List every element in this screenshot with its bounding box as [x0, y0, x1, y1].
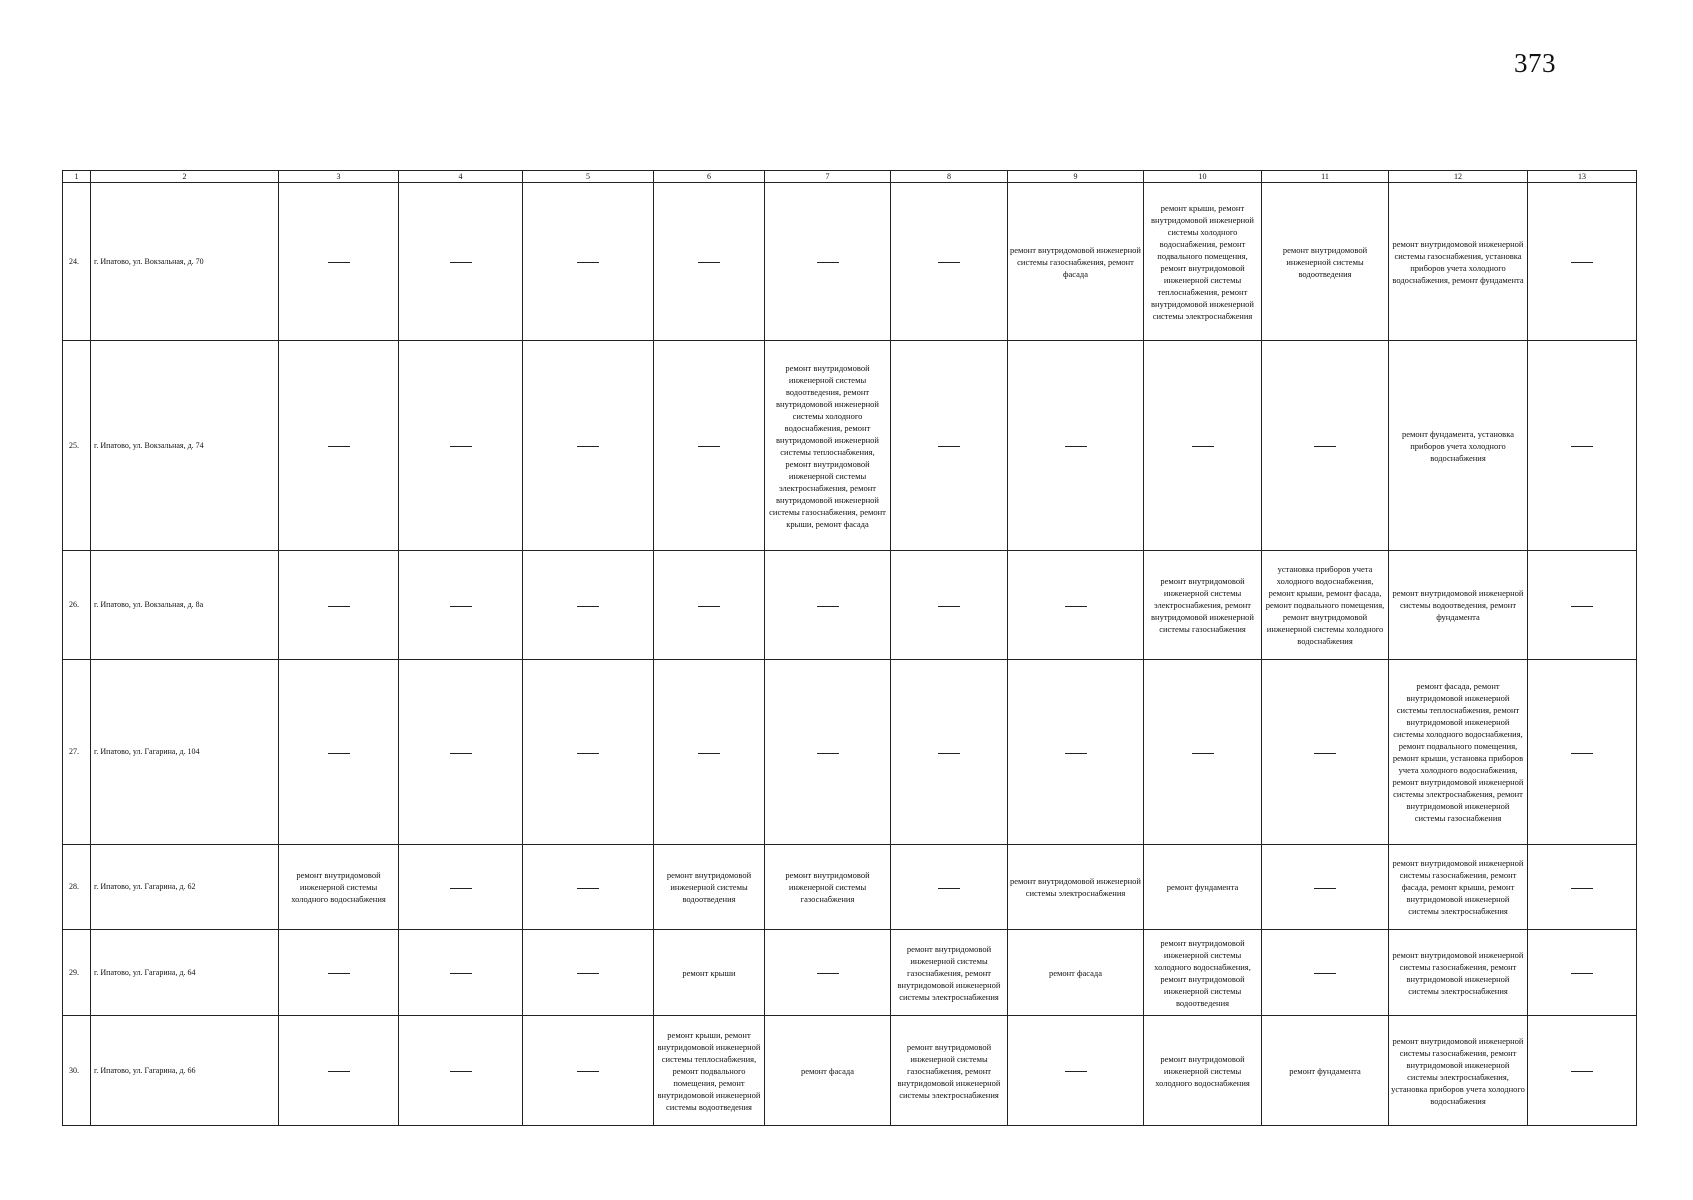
work-cell — [1262, 183, 1389, 341]
work-cell — [765, 1016, 891, 1126]
work-cell — [1389, 660, 1528, 845]
work-cell — [1528, 341, 1637, 551]
work-cell — [654, 551, 765, 660]
dash-mark — [1571, 973, 1593, 974]
dash-mark — [817, 753, 839, 754]
work-list-text: ремонт внутридомовой инженерной системы газоснабжения, установка приборов учета холодного водоснабжения, ремонт фундамента — [1392, 238, 1524, 285]
dash-mark — [938, 262, 960, 263]
dash-mark — [817, 973, 839, 974]
work-cell — [523, 845, 654, 930]
work-list-text: ремонт внутридомовой инженерной системы газоснабжения, ремонт внутридомовой инженерной системы электроснабжения — [897, 1041, 1001, 1100]
dash-mark — [577, 606, 599, 607]
work-cell — [1008, 930, 1144, 1016]
work-cell — [1008, 341, 1144, 551]
column-number-row — [63, 171, 1637, 183]
dash-mark — [698, 262, 720, 263]
column-header: 2 — [91, 171, 279, 183]
work-cell — [1389, 845, 1528, 930]
dash-mark — [1065, 446, 1087, 447]
column-header: 8 — [891, 171, 1008, 183]
table-row — [63, 845, 1637, 930]
work-cell — [399, 551, 523, 660]
row-number-cell: 28. — [63, 845, 91, 930]
column-header: 13 — [1528, 171, 1637, 183]
work-cell — [399, 660, 523, 845]
table-row — [63, 660, 1637, 845]
dash-mark — [817, 262, 839, 263]
dash-mark — [450, 973, 472, 974]
work-list-text: ремонт фасада, ремонт внутридомовой инженерной системы теплоснабжения, ремонт внутридомовой инженерной системы холодного водоснабжения, ремонт подвального помещения, ремонт крыши, установка приборов учета холодного водоснабжения, ремонт внутридомовой инженерной системы электроснабжения, ремонт внутридомовой инженерной системы газоснабжения — [1392, 681, 1524, 823]
work-list-text: ремонт фундамента — [1166, 882, 1239, 892]
repair-schedule-table — [62, 170, 1637, 1126]
work-cell — [1262, 551, 1389, 660]
work-cell — [1389, 1016, 1528, 1126]
repair-schedule-table-wrapper — [62, 170, 1636, 1126]
work-cell — [891, 930, 1008, 1016]
column-header: 7 — [765, 171, 891, 183]
dash-mark — [450, 446, 472, 447]
column-header: 9 — [1008, 171, 1144, 183]
work-cell — [1262, 660, 1389, 845]
work-cell — [891, 183, 1008, 341]
work-list-text: ремонт внутридомовой инженерной системы холодного водоснабжения — [1155, 1053, 1250, 1088]
dash-mark — [938, 753, 960, 754]
dash-mark — [328, 973, 350, 974]
work-cell — [1144, 845, 1262, 930]
dash-mark — [817, 606, 839, 607]
row-number-cell: 26. — [63, 551, 91, 660]
work-list-text: ремонт внутридомовой инженерной системы газоснабжения, ремонт внутридомовой инженерной системы электроснабжения — [1392, 949, 1524, 996]
table-row — [63, 930, 1637, 1016]
dash-mark — [450, 753, 472, 754]
column-header: 6 — [654, 171, 765, 183]
work-list-text: ремонт внутридомовой инженерной системы водоотведения, ремонт внутридомовой инженерной системы холодного водоснабжения, ремонт внутридомовой инженерной системы теплоснабжения, ремонт внутридомовой инженерной системы электроснабжения, ремонт внутридомовой инженерной системы газоснабжения, ремонт крыши, ремонт фасада — [769, 362, 886, 529]
work-list-text: установка приборов учета холодного водоснабжения, ремонт крыши, ремонт фасада, ремонт подвального помещения, ремонт внутридомовой инженерной системы холодного водоснабжения — [1265, 564, 1385, 646]
dash-mark — [1192, 446, 1214, 447]
work-list-text: ремонт внутридомовой инженерной системы газоснабжения, ремонт фасада — [1010, 244, 1141, 279]
work-cell — [1262, 1016, 1389, 1126]
dash-mark — [938, 888, 960, 889]
work-cell — [399, 845, 523, 930]
work-cell — [1389, 930, 1528, 1016]
dash-mark — [328, 446, 350, 447]
table-body — [63, 183, 1637, 1126]
work-cell — [523, 551, 654, 660]
column-header: 11 — [1262, 171, 1389, 183]
dash-mark — [328, 606, 350, 607]
dash-mark — [328, 1071, 350, 1072]
work-cell — [765, 341, 891, 551]
work-list-text: ремонт внутридомовой инженерной системы газоснабжения, ремонт внутридомовой инженерной системы электроснабжения, установка приборов учета холодного водоснабжения — [1391, 1035, 1525, 1106]
address-cell: г. Ипатово, ул. Вокзальная, д. 8а — [91, 551, 279, 660]
work-cell — [1144, 551, 1262, 660]
work-cell — [1144, 183, 1262, 341]
work-list-text: ремонт внутридомовой инженерной системы холодного водоснабжения — [291, 870, 386, 904]
work-cell — [1144, 341, 1262, 551]
work-cell — [399, 1016, 523, 1126]
dash-mark — [1571, 753, 1593, 754]
work-list-text: ремонт фундамента — [1289, 1065, 1361, 1076]
work-list-text: ремонт фасада — [800, 1065, 855, 1076]
dash-mark — [698, 753, 720, 754]
work-cell — [765, 845, 891, 930]
dash-mark — [1571, 446, 1593, 447]
dash-mark — [1065, 606, 1087, 607]
dash-mark — [1314, 973, 1336, 974]
dash-mark — [1065, 753, 1087, 754]
dash-mark — [577, 446, 599, 447]
work-list-text: ремонт внутридомовой инженерной системы электроснабжения — [1010, 876, 1141, 898]
table-row — [63, 341, 1637, 551]
work-cell — [1389, 183, 1528, 341]
dash-mark — [1065, 1071, 1087, 1072]
column-header: 10 — [1144, 171, 1262, 183]
address-cell: г. Ипатово, ул. Вокзальная, д. 70 — [91, 183, 279, 341]
work-cell — [1262, 930, 1389, 1016]
work-cell — [891, 1016, 1008, 1126]
dash-mark — [1314, 888, 1336, 889]
address-cell: г. Ипатово, ул. Гагарина, д. 62 — [91, 845, 279, 930]
table-row — [63, 1016, 1637, 1126]
work-cell — [399, 341, 523, 551]
work-cell — [654, 660, 765, 845]
dash-mark — [450, 262, 472, 263]
work-cell — [1528, 660, 1637, 845]
dash-mark — [577, 1071, 599, 1072]
work-cell — [399, 930, 523, 1016]
column-header: 12 — [1389, 171, 1528, 183]
work-list-text: ремонт фасада — [1048, 967, 1103, 978]
work-cell — [279, 341, 399, 551]
work-cell — [1144, 930, 1262, 1016]
work-list-text: ремонт крыши, ремонт внутридомовой инженерной системы теплоснабжения, ремонт подвального помещения, ремонт внутридомовой инженерной системы водоотведения — [657, 1029, 761, 1112]
work-cell — [654, 1016, 765, 1126]
dash-mark — [577, 973, 599, 974]
work-cell — [765, 930, 891, 1016]
work-cell — [279, 930, 399, 1016]
work-cell — [1008, 845, 1144, 930]
dash-mark — [577, 262, 599, 263]
work-cell — [279, 551, 399, 660]
row-number-cell: 30. — [63, 1016, 91, 1126]
work-cell — [279, 845, 399, 930]
work-cell — [279, 1016, 399, 1126]
work-cell — [891, 845, 1008, 930]
dash-mark — [938, 606, 960, 607]
dash-mark — [1192, 753, 1214, 754]
dash-mark — [450, 606, 472, 607]
dash-mark — [328, 262, 350, 263]
work-cell — [523, 1016, 654, 1126]
dash-mark — [698, 446, 720, 447]
work-cell — [654, 341, 765, 551]
work-cell — [654, 845, 765, 930]
work-list-text: ремонт фундамента, установка приборов учета холодного водоснабжения — [1402, 428, 1514, 463]
dash-mark — [1314, 753, 1336, 754]
work-cell — [523, 660, 654, 845]
dash-mark — [450, 1071, 472, 1072]
column-header: 5 — [523, 171, 654, 183]
work-cell — [891, 341, 1008, 551]
address-cell: г. Ипатово, ул. Гагарина, д. 104 — [91, 660, 279, 845]
work-cell — [1528, 551, 1637, 660]
work-cell — [1528, 930, 1637, 1016]
dash-mark — [1571, 888, 1593, 889]
work-cell — [765, 551, 891, 660]
row-number-cell: 29. — [63, 930, 91, 1016]
dash-mark — [1314, 446, 1336, 447]
work-cell — [1008, 551, 1144, 660]
row-number-cell: 27. — [63, 660, 91, 845]
work-cell — [1528, 1016, 1637, 1126]
work-cell — [1262, 341, 1389, 551]
dash-mark — [1571, 606, 1593, 607]
row-number-cell: 25. — [63, 341, 91, 551]
work-cell — [654, 183, 765, 341]
row-number-cell: 24. — [63, 183, 91, 341]
work-cell — [523, 183, 654, 341]
dash-mark — [450, 888, 472, 889]
address-cell: г. Ипатово, ул. Гагарина, д. 66 — [91, 1016, 279, 1126]
column-header: 3 — [279, 171, 399, 183]
dash-mark — [1571, 1071, 1593, 1072]
work-list-text: ремонт внутридомовой инженерной системы электроснабжения, ремонт внутридомовой инженерной системы газоснабжения — [1151, 576, 1254, 634]
table-row — [63, 183, 1637, 341]
work-list-text: ремонт внутридомовой инженерной системы газоснабжения — [785, 870, 870, 904]
dash-mark — [577, 888, 599, 889]
work-cell — [279, 660, 399, 845]
work-cell — [523, 930, 654, 1016]
dash-mark — [938, 446, 960, 447]
work-cell — [399, 183, 523, 341]
work-cell — [1008, 1016, 1144, 1126]
address-cell: г. Ипатово, ул. Вокзальная, д. 74 — [91, 341, 279, 551]
work-cell — [523, 341, 654, 551]
work-cell — [1528, 183, 1637, 341]
page-number: 373 — [1514, 48, 1556, 78]
column-header: 1 — [63, 171, 91, 183]
work-cell — [1144, 1016, 1262, 1126]
dash-mark — [577, 753, 599, 754]
dash-mark — [328, 753, 350, 754]
work-cell — [279, 183, 399, 341]
work-cell — [1008, 183, 1144, 341]
work-cell — [1008, 660, 1144, 845]
address-cell: г. Ипатово, ул. Гагарина, д. 64 — [91, 930, 279, 1016]
column-header: 4 — [399, 171, 523, 183]
work-cell — [1262, 845, 1389, 930]
dash-mark — [1571, 262, 1593, 263]
work-cell — [1389, 341, 1528, 551]
work-list-text: ремонт внутридомовой инженерной системы холодного водоснабжения, ремонт внутридомовой инженерной системы водоотведения — [1154, 937, 1251, 1008]
table-row — [63, 551, 1637, 660]
work-list-text: ремонт внутридомовой инженерной системы газоснабжения, ремонт фасада, ремонт крыши, ремонт внутридомовой инженерной системы электроснабжения — [1392, 858, 1524, 916]
work-cell — [891, 551, 1008, 660]
dash-mark — [698, 606, 720, 607]
work-cell — [654, 930, 765, 1016]
work-list-text: ремонт крыши — [682, 967, 736, 978]
work-list-text: ремонт внутридомовой инженерной системы водоотведения — [666, 870, 752, 904]
work-cell — [891, 660, 1008, 845]
work-cell — [765, 183, 891, 341]
work-cell — [765, 660, 891, 845]
work-list-text: ремонт внутридомовой инженерной системы газоснабжения, ремонт внутридомовой инженерной системы электроснабжения — [897, 943, 1001, 1002]
work-list-text: ремонт внутридомовой инженерной системы водоотведения, ремонт фундамента — [1392, 588, 1524, 622]
work-cell — [1389, 551, 1528, 660]
work-cell — [1528, 845, 1637, 930]
work-cell — [1144, 660, 1262, 845]
work-list-text: ремонт внутридомовой инженерной системы водоотведения — [1282, 244, 1368, 279]
work-list-text: ремонт крыши, ремонт внутридомовой инженерной системы холодного водоснабжения, ремонт подвального помещения, ремонт внутридомовой инженерной системы теплоснабжения, ремонт внутридомовой инженерной системы электроснабжения — [1151, 202, 1254, 321]
